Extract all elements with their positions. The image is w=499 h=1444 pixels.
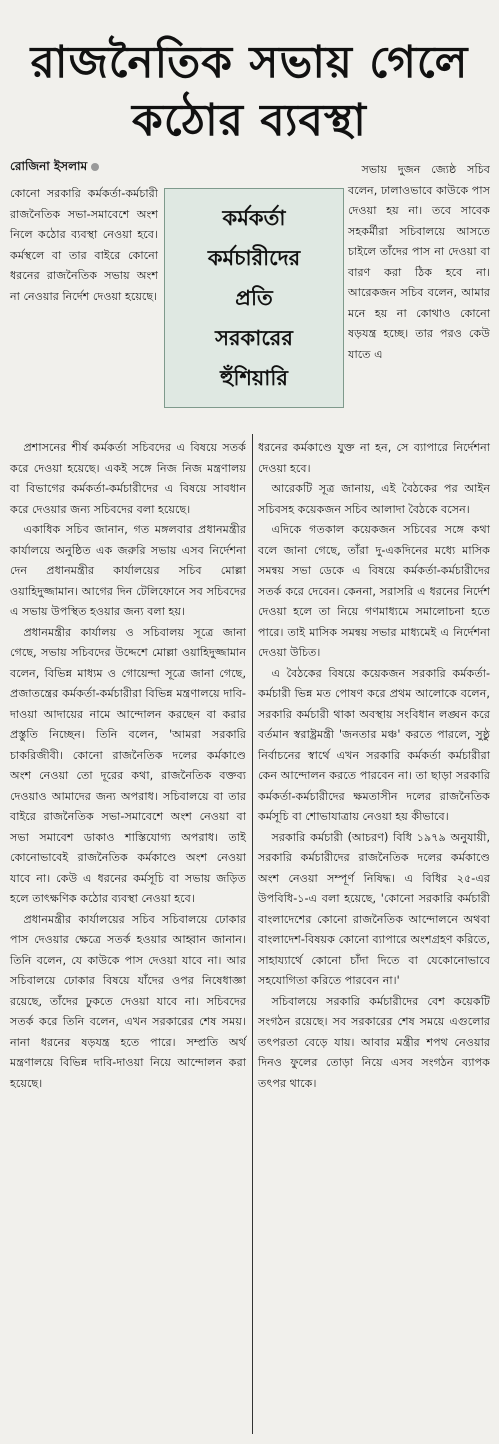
paragraph: এদিকে গতকাল কয়েকজন সচিবের সঙ্গে কথা বলে জানা গেছে, তাঁরা দু-একদিনের মধ্যে মাসিক সমন্বয় সভা ডেকে এ বিষয়ে কর্মকর্তা-কর্মচারীদের সতর্ক করে দেবেন। কেননা, সরাসরি এ ধরনের নির্দেশ দেওয়া হলে তা নিয়ে গণমাধ্যমে সমালোচনা হতে পারে। তাই মাসিক সমন্বয় সভার মাধ্যমেই এ নির্দেশনা দেওয়া উচিত। xyxy=(258,523,490,659)
callout-line: কর্মচারীদের xyxy=(207,246,301,270)
paragraph: একাধিক সচিব জানান, গত মঙ্গলবার প্রধানমন্ত্রীর কার্যালয়ে অনুষ্ঠিত এক জরুরি সভায় এসব নির্দেশনা দেন প্রধানমন্ত্রীর কার্যালয়ের সচিব মোল্লা ওয়াহিদুজ্জামান। আগের দিন টেলিফোনে সব সচিবদের এ সভায় উপস্থিত হওয়ার জন্য বলা হয়। xyxy=(10,523,246,618)
paragraph: ধরনের কর্মকাণ্ডে যুক্ত না হন, সে ব্যাপারে নির্দেশনা দেওয়া হবে। xyxy=(258,441,490,475)
paragraph: প্রধানমন্ত্রীর কার্যালয় ও সচিবালয় সূত্রে জানা গেছে, সভায় সচিবদের উদ্দেশে মোল্লা ওয়াহিদুজ্জামান বলেন, বিভিন্ন মাধ্যম ও গোয়েন্দা সূত্রে জানা গেছে, প্রজাতন্ত্রের কর্মকর্তা-কর্মচারীরা বিভিন্ন মন্ত্রণালয়ে দাবি-দাওয়া আদায়ের নামে আন্দোলন করছেন বা করার প্রস্তুতি নিচ্ছেন। তিনি বলেন, 'আমরা সরকারি চাকরিজীবী। কোনো রাজনৈতিক দলের কর্মকাণ্ডে অংশ নেওয়া তো দূরের কথা, রাজনৈতিক বক্তব্য দেওয়াও আমাদের জন্য অপরাধ। সচিবালয়ে বা তার বাইরে রাজনৈতিক সভা-সমাবেশে অংশ নেওয়া বা সভা সমাবেশ ডাকাও শাস্তিযোগ্য অপরাধ। তাই কোনোভাবেই রাজনৈতিক কর্মকাণ্ডে অংশ নেওয়া যাবে না। কেউ এ ধরনের কর্মসূচি বা সভায় জড়িত হলে তাৎক্ষণিক কঠোর ব্যবস্থা নেওয়া হবে। xyxy=(10,625,246,905)
byline xyxy=(10,158,160,178)
paragraph: প্রধানমন্ত্রীর কার্যালয়ের সচিব সচিবালয়ে ঢোকার পাস দেওয়ার ক্ষেত্রে সতর্ক হওয়ার আহ্বান জানান। তিনি বলেন, যে কাউকে পাস দেওয়া যাবে না। আর সচিবালয়ে ঢোকার বিষয়ে যাঁদের ওপর নিষেধাজ্ঞা রয়েছে, তাঁদের ঢুকতে দেওয়া যাবে না। সচিবদের সতর্ক করে তিনি বলেন, এখন সরকারের শেষ সময়। নানা ধরনের ষড়যন্ত্র হতে পারে। সম্প্রতি অর্থ মন্ত্রণালয়ে বিভিন্ন দাবি-দাওয়া নিয়ে আন্দোলন করা হয়েছে। xyxy=(10,912,246,1090)
column-left xyxy=(10,438,246,1094)
paragraph: সরকারি কর্মচারী (আচরণ) বিধি ১৯৭৯ অনুযায়ী, সরকারি কর্মচারীদের রাজনৈতিক দলের কর্মকাণ্ডে অংশ নেওয়া সম্পূর্ণ নিষিদ্ধ। এ বিধির ২৫-এর উপবিধি-১-এ বলা হয়েছে, 'কোনো সরকারি কর্মচারী বাংলাদেশের কোনো রাজনৈতিক আন্দোলনে অথবা বাংলাদেশ-বিষয়ক কোনো ব্যাপারে অংশগ্রহণ করিতে, সাহায্যার্থে কোনো চাঁদা দিতে বা যেকোনোভাবে সহযোগিতা করিতে পারবেন না।' xyxy=(258,830,490,987)
headline-line-1: রাজনৈতিক সভায় গেলে xyxy=(30,37,469,88)
paragraph: সচিবালয়ে সরকারি কর্মচারীদের বেশ কয়েকটি সংগঠন রয়েছে। সব সরকারের শেষ সময়ে এগুলোর তৎপরতা বেড়ে যায়। আবার মন্ত্রীর শপথ নেওয়ার দিনও ফুলের তোড়া নিয়ে এসব সংগঠন ব্যাপক তৎপর থাকে। xyxy=(258,994,490,1090)
callout-line: সরকারের xyxy=(215,326,293,350)
paragraph: সভায় দুজন জ্যেষ্ঠ সচিব বলেন, ঢালাওভাবে কাউকে পাস দেওয়া হয় না। তবে সাবেক সহকর্মীরা সচিবালয়ে আসতে চাইলে তাঁদের পাস না দেওয়া বা বারণ করা ঠিক হবে না। আরেকজন সচিব বলেন, আমার মনে হয় না কোথাও কোনো ষড়যন্ত্র হচ্ছে। তার পরও কেউ যাতে এ xyxy=(348,163,490,361)
column-b xyxy=(348,160,490,365)
paragraph: কোনো সরকারি কর্মকর্তা-কর্মচারী রাজনৈতিক সভা-সমাবেশে অংশ নিলে কঠোর ব্যবস্থা নেওয়া হবে। কর্মস্থলে বা তার বাইরে কোনো ধরনের রাজনৈতিক সভায় অংশ না নেওয়ার নির্দেশ দেওয়া হয়েছে। xyxy=(10,187,158,303)
callout-line: কর্মকর্তা xyxy=(222,206,286,230)
headline xyxy=(6,34,493,150)
paragraph: প্রশাসনের শীর্ষ কর্মকর্তা সচিবদের এ বিষয়ে সতর্ক করে দেওয়া হয়েছে। একই সঙ্গে নিজ নিজ মন্ত্রণালয় বা বিভাগের কর্মকর্তা-কর্মচারীদের এ বিষয়ে সাবধান করে দেওয়ার জন্য সচিবদের বলা হয়েছে। xyxy=(10,441,246,516)
paragraph: এ বৈঠকের বিষয়ে কয়েকজন সরকারি কর্মকর্তা-কর্মচারী ভিন্ন মত পোষণ করে প্রথম আলোকে বলেন, সরকারি কর্মচারী থাকা অবস্থায় সংবিধান লঙ্ঘন করে বর্তমান স্বরাষ্ট্রমন্ত্রী 'জনতার মঞ্চ' করতে পারলে, সুষ্ঠু নির্বাচনের স্বার্থে এখন সরকারি কর্মকর্তা কর্মচারীরা কেন আন্দোলন করতে পারবেন না। তা ছাড়া সরকারি কর্মকর্তা-কর্মচারীদের ক্ষমতাসীন দলের রাজনৈতিক কর্মসূচি বা শোভাযাত্রায় নেওয়া হয় কীভাবে। xyxy=(258,666,490,823)
column-a xyxy=(10,184,158,307)
headline-line-2: কঠোর ব্যবস্থা xyxy=(132,95,367,146)
column-divider xyxy=(252,434,253,1434)
callout-line: প্রতি xyxy=(235,286,273,310)
paragraph: আরেকটি সূত্র জানায়, এই বৈঠকের পর আইন সচিবসহ কয়েকজন সচিব আলাদা বৈঠকে বসেন। xyxy=(258,482,490,516)
callout-box xyxy=(164,188,344,408)
callout-line: হুঁশিয়ারি xyxy=(220,366,288,390)
author-name: রোজিনা ইসলাম xyxy=(10,159,88,173)
byline-dot-icon xyxy=(91,163,99,171)
column-right xyxy=(258,438,490,1094)
